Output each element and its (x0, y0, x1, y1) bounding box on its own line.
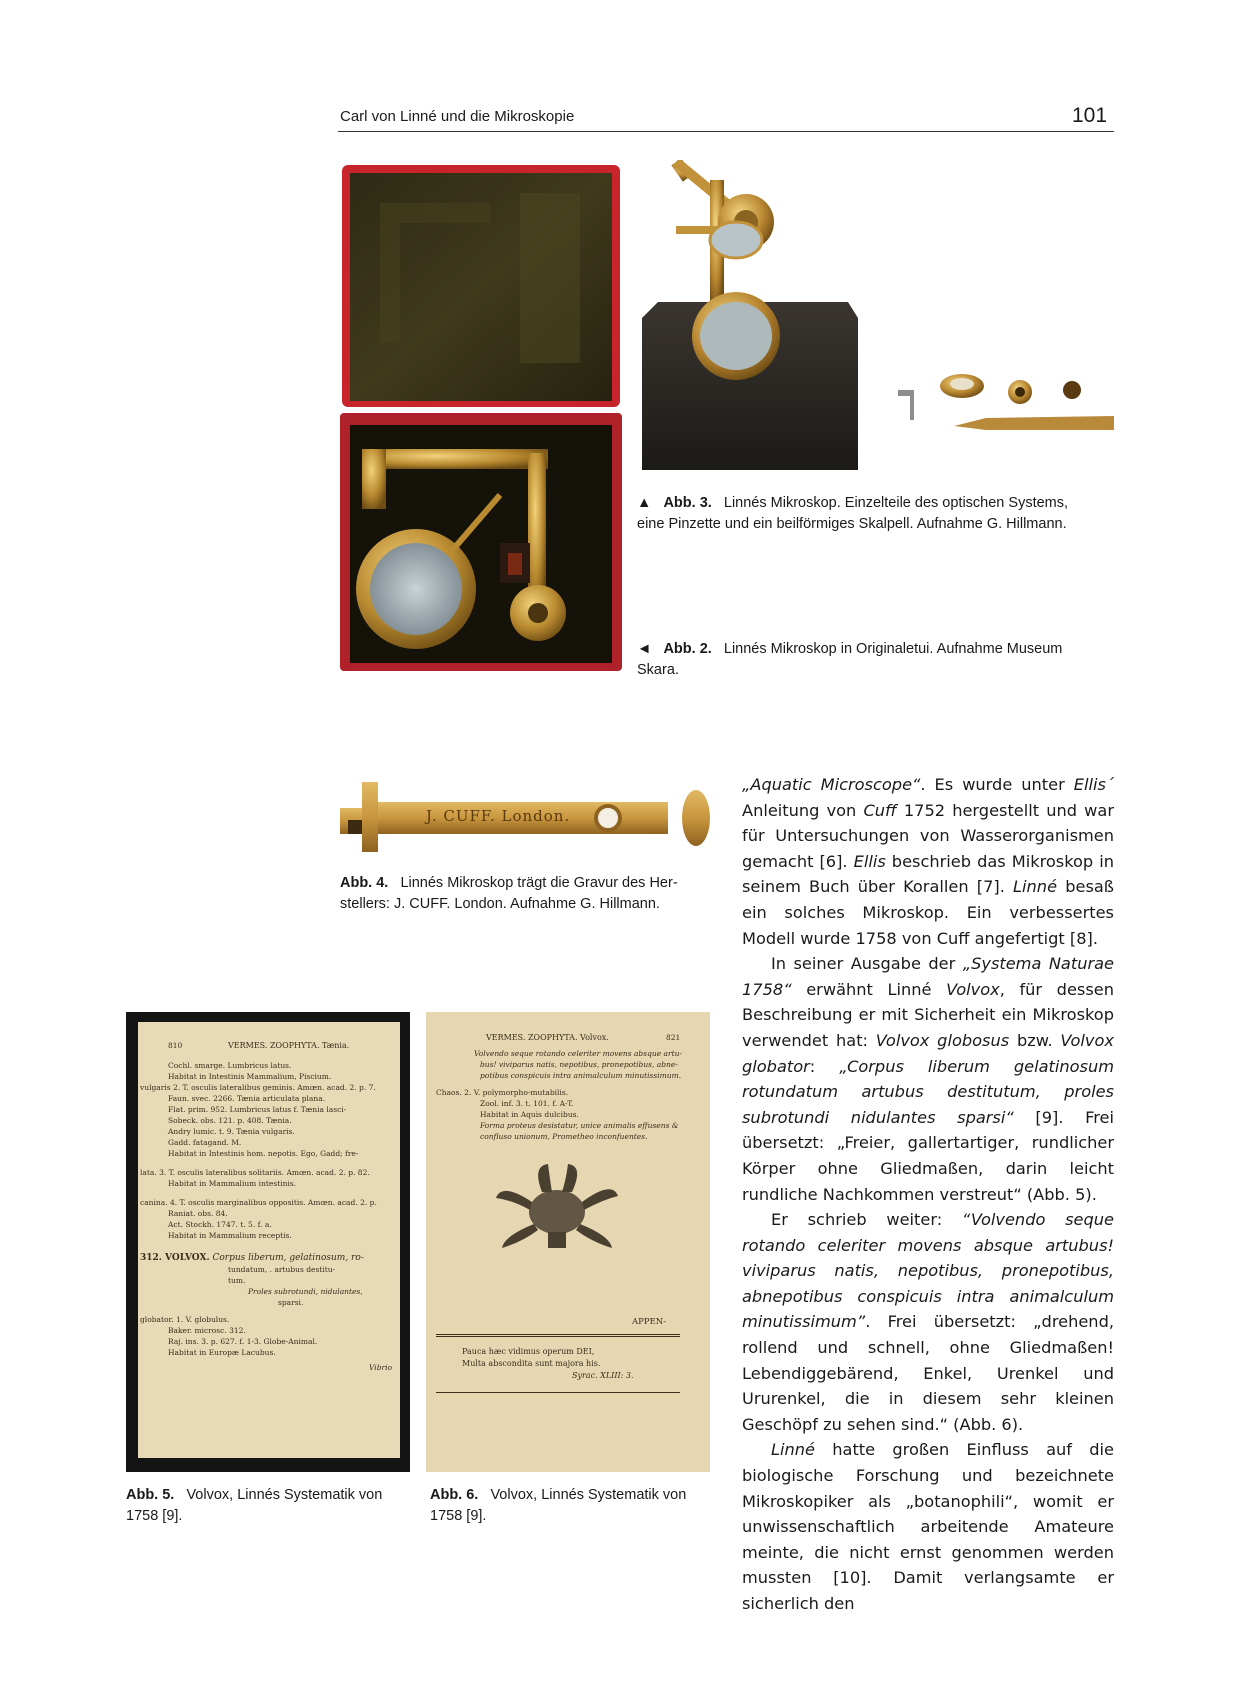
triangle-up-icon: ▲ (637, 495, 652, 511)
running-title: Carl von Linné und die Mikroskopie (340, 108, 575, 125)
paragraph-3: Er schrieb weiter: “Volvendo seque rotando celeriter movens absque artubus! viviparus natis, nepotibus, pronepotibus, abnepotibus conspicuis intra animalculum minutissimum”. Frei übersetzt: „drehend, rollend und schnell, ohne Gliedmaßen! Lebendiggebärend, Enkel, Urenkel und Ururenkel, die in diesem sehr kleinen Geschöpf zu sehen sind.“ (Abb. 6). (742, 1210, 1114, 1434)
triangle-left-icon: ◄ (637, 641, 652, 657)
figure-3-microscope-photo (636, 160, 1114, 480)
quote-rule-top (436, 1334, 680, 1335)
figure-5-caption: Abb. 5. Volvox, Linnés Systematik von 1758 [9]. (126, 1487, 383, 1524)
woodcut-ornament (492, 1162, 622, 1252)
paragraph-1: „Aquatic Microscope“. Es wurde unter Ellis´ Anleitung von Cuff 1752 hergestellt und war für Untersuchungen von Wasserorganismen gemacht [6]. Ellis beschrieb das Mikroskop in seinem Buch über Korallen [7]. Linné besaß ein solches Mikroskop. Ein verbessertes Modell wurde 1758 von Cuff angefertigt [8]. (742, 775, 1115, 948)
figure-4-caption: Abb. 4. Linnés Mikroskop trägt die Gravur des Her- stellers: J. CUFF. London. Aufnahme G. Hillmann. (340, 875, 678, 912)
cuff-engraving: J. CUFF. London. (426, 807, 571, 825)
page-number: 101 (1072, 104, 1108, 127)
figure-5-book-scan (126, 1012, 410, 1472)
header-rule (338, 131, 1114, 132)
right-page: VERMES. ZOOPHYTA. Volvox. 821 Volvendo seque rotando celeriter movens absque artu- bus! viviparus natis, nepotibus, pronepotibus, abne- potibus conspicuis intra animalculum minutissimum. Chaos. 2. V. polymorpho-mutabilis. Zool. inf. 3. t. 101. f. A-T. Habitat in Aquis dulcibus. Forma proteus desistatur, unice animalis effusens & confluso unionum, Prometheo inconfuentes. (436, 1033, 682, 1141)
figure-2-caption: ◄ Abb. 2. Linnés Mikroskop in Originaletui. Aufnahme Museum Skara. (637, 641, 1063, 678)
left-page: 810 VERMES. ZOOPHYTA. Tænia. Cochl. smarge. Lumbricus latus. Habitat in Intestinis Mammalium, Piscium. vulgaris 2. T. osculis lateralibus geminis. Amœn. acad. 2. p. 7. Faun. svec. 2266. Tænia articulata plana. Flat. prim. 952. Lumbricus latus f. Tænia lasci- Sobeck. obs. 121. p. 408. Tænia. Andry lumic. t. 9. Tænia vulgaris. Gadd. fatagand. M. Habitat in Intestinis hom. nepotis. Ego, Gadd; fre- lata. 3. T. osculis lateralibus solitariis. Amœn. acad. 2. p. 82. Habitat in Mammalium intestinis. canina. 4. T. osculis marginalibus oppositis. Amœn. acad. 2. p. Raniat. obs. 84. Act. Stockh. 1747. t. 5. f. a. Habitat in Mammalium receptis. 312. VOLVOX. Corpus liberum, gelatinosum, ro- tundatum, . artubus destitu- tum. Proles subrotundi, nidulantes, sparsi. globator. 1. V. globulus. Baker. microsc. 312. Raj. ins. 3. p. 627. f. 1-3. Globe-Animal. Habitat in Europæ Lacubus. Vibrio (138, 1022, 400, 1458)
quote-rule-top-2 (436, 1336, 680, 1337)
body-text-column (742, 772, 1114, 1617)
figure-6-caption: Abb. 6. Volvox, Linnés Systematik von 1758 [9]. (430, 1487, 687, 1524)
paragraph-4: Linné hatte großen Einfluss auf die biologische Forschung und bezeichnete Mikroskopiker als „botanophili“, womit er unwissenschaftlich arbeitende Amateure meinte, die nicht ernst genommen werden mussten [10]. Damit verlangsamte er sicherlich den (742, 1440, 1114, 1613)
figure-3-caption: ▲ Abb. 3. Linnés Mikroskop. Einzelteile des optischen Systems, eine Pinzette und ein beilförmiges Skalpell. Aufnahme G. Hillmann. (637, 495, 1069, 532)
quote-rule-bottom (436, 1392, 680, 1393)
figure-4-engraving-photo (340, 778, 714, 852)
catchword-appen: APPEN- (632, 1317, 667, 1327)
figure-2-case-photo (340, 163, 622, 671)
paragraph-2: In seiner Ausgabe der „Systema Naturae 1758“ erwähnt Linné Volvox, für dessen Beschreibung er mit Sicherheit ein Mikroskop verwendet hat: Volvox globosus bzw. Volvox globator: „Corpus liberum gelatinosum rotundatum artubus destitutum, proles subrotundi nidulantes sparsi“ [9]. Frei übersetzt: „Freier, gallertartiger, rundlicher Körper ohne Gliedmaßen, darin leicht rundliche Nachkommen verstreut“ (Abb. 5). (742, 954, 1115, 1204)
figure-6-book-scan (426, 1012, 710, 1472)
closing-quote: Pauca hæc vidimus operum DEI, Multa abscondita sunt majora his. Syrac. XLIII: 3. (462, 1347, 634, 1380)
